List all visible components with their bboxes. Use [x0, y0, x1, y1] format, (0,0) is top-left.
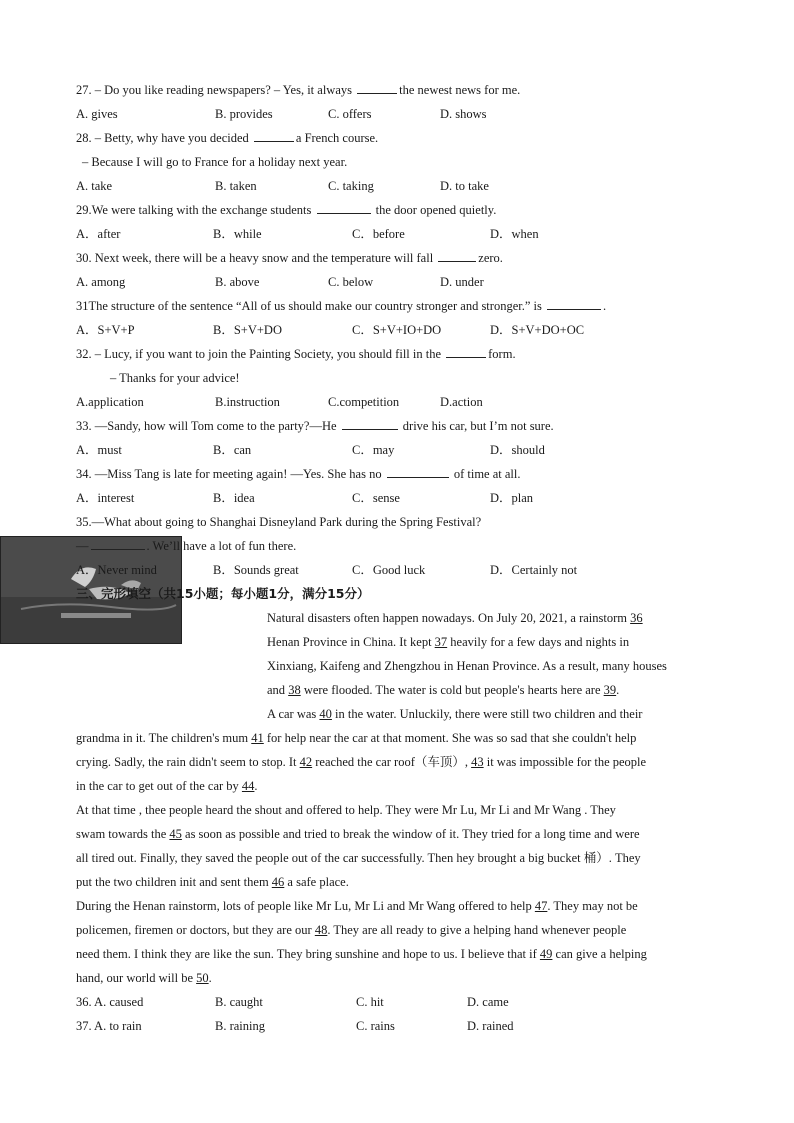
question-33-options — [76, 438, 718, 462]
option-b[interactable]: B．idea — [213, 491, 255, 505]
answer-blank[interactable] — [91, 536, 145, 550]
passage-line: Natural disasters often happen nowadays. On July 20, 2021, a rainstorm 36 — [267, 611, 643, 625]
passage-line: During the Henan rainstorm, lots of people like Mr Lu, Mr Li and Mr Wang offered to help 47. They may not be — [76, 899, 638, 913]
option-c[interactable]: C.competition — [328, 395, 400, 409]
blank-43[interactable]: 43 — [471, 755, 484, 769]
answer-blank[interactable] — [387, 464, 449, 478]
passage-line: Henan Province in China. It kept 37 heavily for a few days and nights in — [267, 635, 630, 649]
option-d[interactable]: D.action — [440, 395, 483, 409]
passage-line: put the two children init and sent them 46 a safe place. — [76, 875, 349, 889]
exam-page — [76, 78, 718, 1038]
passage-line: need them. I think they are like the sun. They bring sunshine and hope to us. I believe that if 49 can give a helping — [76, 947, 647, 961]
option-b[interactable]: B．Sounds great — [213, 563, 299, 577]
option-d[interactable]: D．S+V+DO+OC — [490, 323, 585, 337]
option-b[interactable]: B. raining — [215, 1019, 265, 1033]
question-32-reply: – Thanks for your advice! — [110, 371, 240, 385]
question-33: 33. —Sandy, how will Tom come to the party?—He drive his car, but I’m not sure. — [76, 414, 718, 438]
option-c[interactable]: C. rains — [356, 1019, 395, 1033]
option-d[interactable]: D．should — [490, 443, 545, 457]
option-d[interactable]: D. rained — [467, 1019, 514, 1033]
blank-36[interactable]: 36 — [630, 611, 643, 625]
option-a[interactable]: A．after — [76, 227, 121, 241]
option-b[interactable]: B．while — [213, 227, 262, 241]
blank-49[interactable]: 49 — [539, 947, 553, 961]
option-b[interactable]: B. caught — [215, 995, 263, 1009]
passage-line: hand, our world will be 50. — [76, 971, 212, 985]
blank-40[interactable]: 40 — [319, 707, 332, 721]
passage-line: A car was 40 in the water. Unluckily, there were still two children and their — [267, 707, 643, 721]
question-30: 30. Next week, there will be a heavy snow and the temperature will fall zero. — [76, 246, 718, 270]
option-d[interactable]: D. to take — [440, 179, 489, 193]
option-c[interactable]: C. taking — [328, 179, 374, 193]
passage-line: grandma in it. The children's mum 41 for help near the car at that moment. She was so sad that she couldn't help — [76, 731, 637, 745]
option-d[interactable]: D．when — [490, 227, 539, 241]
option-d[interactable]: D. under — [440, 275, 484, 289]
question-34-options — [76, 486, 718, 510]
blank-37[interactable]: 37 — [434, 635, 448, 649]
question-35-reply: — . We’ll have a lot of fun there. — [76, 534, 718, 558]
option-c[interactable]: C．Good luck — [352, 563, 426, 577]
option-a[interactable]: 37. A. to rain — [76, 1019, 142, 1033]
question-27-options — [76, 102, 718, 126]
option-b[interactable]: B. above — [215, 275, 260, 289]
option-c[interactable]: C. below — [328, 275, 374, 289]
question-37-options — [76, 1014, 718, 1038]
blank-39[interactable]: 39 — [603, 683, 617, 697]
passage-line: Xinxiang, Kaifeng and Zhengzhou in Henan Province. As a result, many houses — [267, 659, 667, 673]
question-31-options — [76, 318, 718, 342]
option-b[interactable]: B．S+V+DO — [213, 323, 282, 337]
option-b[interactable]: B．can — [213, 443, 252, 457]
passage-line: in the car to get out of the car by 44. — [76, 779, 258, 793]
blank-41[interactable]: 41 — [251, 731, 264, 745]
passage-line: At that time , thee people heard the shout and offered to help. They were Mr Lu, Mr Li and Mr Wang . They — [76, 803, 616, 817]
question-28-reply: – Because I will go to France for a holiday next year. — [82, 155, 348, 169]
option-a[interactable]: A. gives — [76, 107, 118, 121]
option-a[interactable]: A．Never mind — [76, 563, 157, 577]
question-29: 29.We were talking with the exchange students the door opened quietly. — [76, 198, 718, 222]
option-a[interactable]: A. among — [76, 275, 126, 289]
question-28-options — [76, 174, 718, 198]
blank-47[interactable]: 47 — [534, 899, 548, 913]
question-35-options — [76, 558, 718, 582]
question-31: 31The structure of the sentence “All of us should make our country stronger and stronger.” is . — [76, 294, 718, 318]
blank-45[interactable]: 45 — [169, 827, 182, 841]
blank-42[interactable]: 42 — [299, 755, 313, 769]
answer-blank[interactable] — [547, 296, 601, 310]
option-a[interactable]: A．S+V+P — [76, 323, 135, 337]
passage-line: all tired out. Finally, they saved the people out of the car successfully. Then hey brought a big bucket 桶）. They — [76, 851, 641, 865]
blank-44[interactable]: 44 — [241, 779, 255, 793]
passage-line: policemen, firemen or doctors, but they are our 48. They are all ready to give a helping hand whenever people — [76, 923, 627, 937]
option-d[interactable]: D. shows — [440, 107, 487, 121]
blank-46[interactable]: 46 — [271, 875, 285, 889]
option-d[interactable]: D．plan — [490, 491, 534, 505]
option-a[interactable]: A．must — [76, 443, 122, 457]
question-32: 32. – Lucy, if you want to join the Painting Society, you should fill in the form. — [76, 342, 718, 366]
option-c[interactable]: C．S+V+IO+DO — [352, 323, 442, 337]
question-35: 35.—What about going to Shanghai Disneyland Park during the Spring Festival? — [76, 515, 482, 529]
option-b[interactable]: B. taken — [215, 179, 257, 193]
question-27: 27. – Do you like reading newspapers? – Yes, it always the newest news for me. — [76, 78, 718, 102]
option-d[interactable]: D. came — [467, 995, 509, 1009]
answer-blank[interactable] — [254, 128, 294, 142]
option-b[interactable]: B. provides — [215, 107, 273, 121]
option-a[interactable]: A. take — [76, 179, 113, 193]
answer-blank[interactable] — [446, 344, 486, 358]
blank-38[interactable]: 38 — [288, 683, 301, 697]
answer-blank[interactable] — [438, 248, 476, 262]
section-heading-cloze: 三、完形填空（共15小题；每小题1分，满分15分） — [76, 586, 370, 601]
blank-48[interactable]: 48 — [314, 923, 328, 937]
option-c[interactable]: C. offers — [328, 107, 372, 121]
answer-blank[interactable] — [317, 200, 371, 214]
answer-blank[interactable] — [342, 416, 398, 430]
passage-line: and 38 were flooded. The water is cold but people's hearts here are 39. — [267, 683, 620, 697]
option-b[interactable]: B.instruction — [215, 395, 280, 409]
option-d[interactable]: D．Certainly not — [490, 563, 578, 577]
question-29-options — [76, 222, 718, 246]
option-a[interactable]: A.application — [76, 395, 144, 409]
option-a[interactable]: A．interest — [76, 491, 135, 505]
option-c[interactable]: C. hit — [356, 995, 384, 1009]
option-a[interactable]: 36. A. caused — [76, 995, 144, 1009]
option-c[interactable]: C．may — [352, 443, 395, 457]
answer-blank[interactable] — [357, 80, 397, 94]
passage-line: swam towards the 45 as soon as possible and tried to break the window of it. They tried for a long time and were — [76, 827, 640, 841]
option-c[interactable]: C．before — [352, 227, 405, 241]
passage-line: crying. Sadly, the rain didn't seem to stop. It 42 reached the car roof（车顶）, 43 it was impossible for the people — [76, 755, 647, 769]
question-34: 34. —Miss Tang is late for meeting again! —Yes. She has no of time at all. — [76, 462, 718, 486]
question-30-options — [76, 270, 718, 294]
question-36-options — [76, 990, 718, 1014]
option-c[interactable]: C．sense — [352, 491, 400, 505]
cloze-passage — [76, 606, 718, 990]
question-32-options — [76, 390, 718, 414]
question-28: 28. – Betty, why have you decided a French course. — [76, 126, 718, 150]
blank-50[interactable]: 50 — [196, 971, 209, 985]
